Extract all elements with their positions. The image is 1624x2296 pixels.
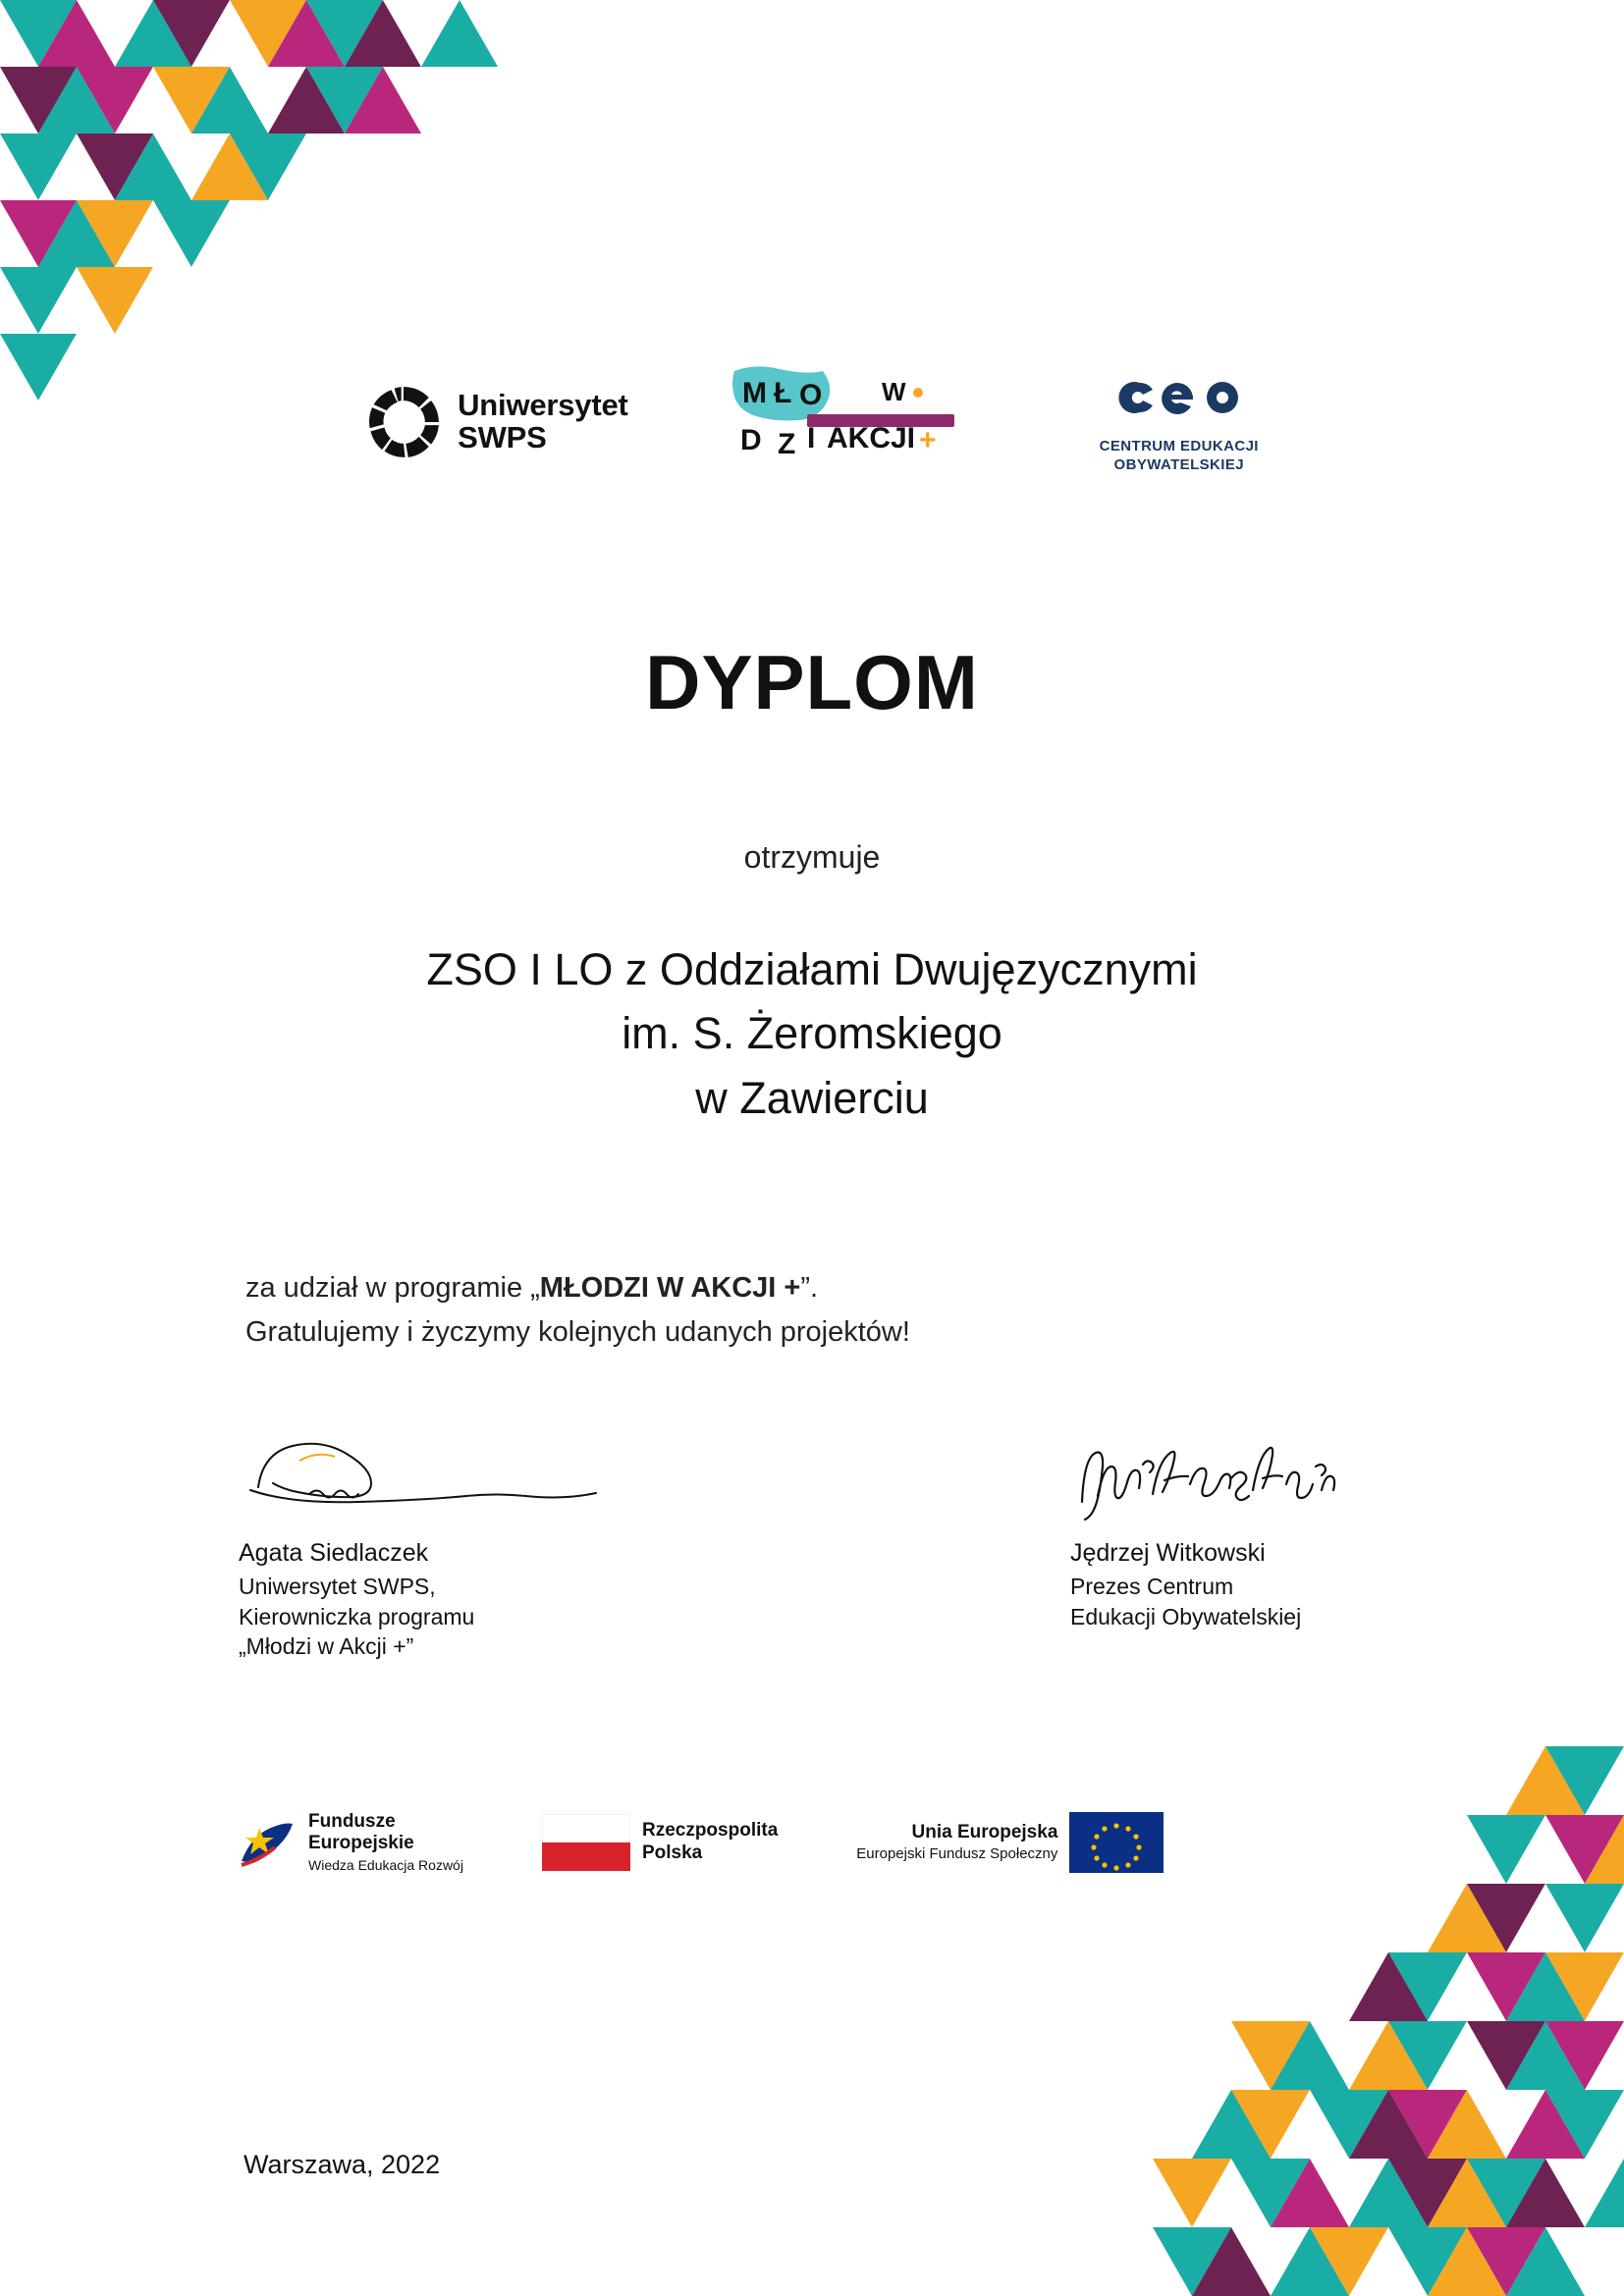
recipient-line-1: ZSO I LO z Oddziałami Dwujęzycznymi: [426, 944, 1198, 994]
signature-block-right: [1070, 1433, 1483, 1631]
logo-mlodzi-w-akcji: [717, 363, 1011, 481]
ceo-subtitle-line1: CENTRUM EDUKACJI: [1099, 438, 1259, 455]
recipient-name: [0, 937, 1624, 1130]
eu-funding-logo-strip: [236, 1811, 1394, 1873]
signature-block-left: [239, 1433, 680, 1661]
signature-right-line2: Edukacji Obywatelskiej: [1070, 1603, 1302, 1629]
svg-text:Z: Z: [777, 428, 795, 460]
swps-wordmark-line2: SWPS: [458, 420, 547, 454]
ue-line2: Europejski Fundusz Społeczny: [856, 1845, 1058, 1863]
signature-right-name: Jędrzej Witkowski: [1070, 1539, 1266, 1568]
signature-jedrzej-witkowski-image: [1070, 1433, 1365, 1526]
award-program-name: MŁODZI W AKCJI +: [539, 1272, 801, 1304]
recipient-line-3: w Zawierciu: [695, 1072, 929, 1123]
signature-left-line3: „Młodzi w Akcji +”: [239, 1633, 414, 1660]
recipient-line-2: im. S. Żeromskiego: [622, 1008, 1002, 1059]
signature-agata-siedlaczek-image: [239, 1433, 631, 1526]
polish-flag-icon: [542, 1814, 630, 1871]
award-reason-suffix: ”.: [800, 1272, 819, 1304]
rp-line2: Polska: [641, 1842, 703, 1863]
ue-line1: Unia Europejska: [911, 1821, 1058, 1842]
svg-text:+: +: [918, 424, 937, 456]
award-reason: [245, 1266, 1375, 1355]
fundusze-europejskie-icon: [236, 1812, 297, 1873]
svg-text:D: D: [739, 424, 762, 456]
swps-mark-icon: [365, 384, 442, 460]
signature-left-line2: Kierowniczka programu: [239, 1603, 475, 1629]
place-and-date: Warszawa, 2022: [244, 2150, 441, 2179]
logo-fundusze-europejskie: [236, 1811, 463, 1873]
fundusze-line3: Wiedza Edukacja Rozwój: [308, 1856, 463, 1873]
award-reason-line1: [245, 1266, 1375, 1310]
unia-europejska-text: [856, 1822, 1057, 1863]
ceo-subtitle-line2: OBYWATELSKIEJ: [1113, 456, 1244, 473]
award-congratulations: Gratulujemy i życzymy kolejnych udanych projektów!: [245, 1315, 910, 1348]
fundusze-line1: Fundusze: [308, 1811, 396, 1832]
logo-ceo: [1100, 369, 1259, 475]
svg-text:I: I: [806, 422, 815, 454]
swps-wordmark-line1: Uniwersytet: [458, 388, 628, 423]
eu-flag-icon: [1069, 1812, 1164, 1873]
rzeczpospolita-text: [642, 1820, 778, 1864]
signature-right-line1: Prezes Centrum: [1070, 1574, 1234, 1600]
rp-line1: Rzeczpospolita: [641, 1820, 779, 1842]
fundusze-europejskie-text: [308, 1811, 463, 1873]
svg-text:M: M: [741, 377, 767, 409]
document-title: DYPLOM: [645, 639, 979, 725]
swps-wordmark: [458, 390, 628, 454]
svg-text:O: O: [798, 379, 822, 411]
svg-text:Ł: Ł: [773, 377, 791, 409]
signature-left-name: Agata Siedlaczek: [239, 1539, 429, 1568]
ceo-subtitle: [1100, 438, 1259, 475]
award-reason-prefix: za udział w programie „: [245, 1272, 540, 1304]
ceo-mark-icon: [1101, 369, 1258, 426]
logo-unia-europejska: [856, 1812, 1164, 1873]
header-logo-row: [0, 363, 1624, 481]
svg-text:AKCJI: AKCJI: [826, 422, 915, 454]
svg-text:W: W: [881, 377, 906, 406]
signature-left-line1: Uniwersytet SWPS,: [239, 1574, 436, 1600]
subtitle-otrzymuje: otrzymuje: [743, 839, 881, 875]
logo-rzeczpospolita-polska: [542, 1814, 778, 1871]
fundusze-line2: Europejskie: [308, 1833, 414, 1854]
logo-uniwersytet-swps: [365, 384, 628, 460]
